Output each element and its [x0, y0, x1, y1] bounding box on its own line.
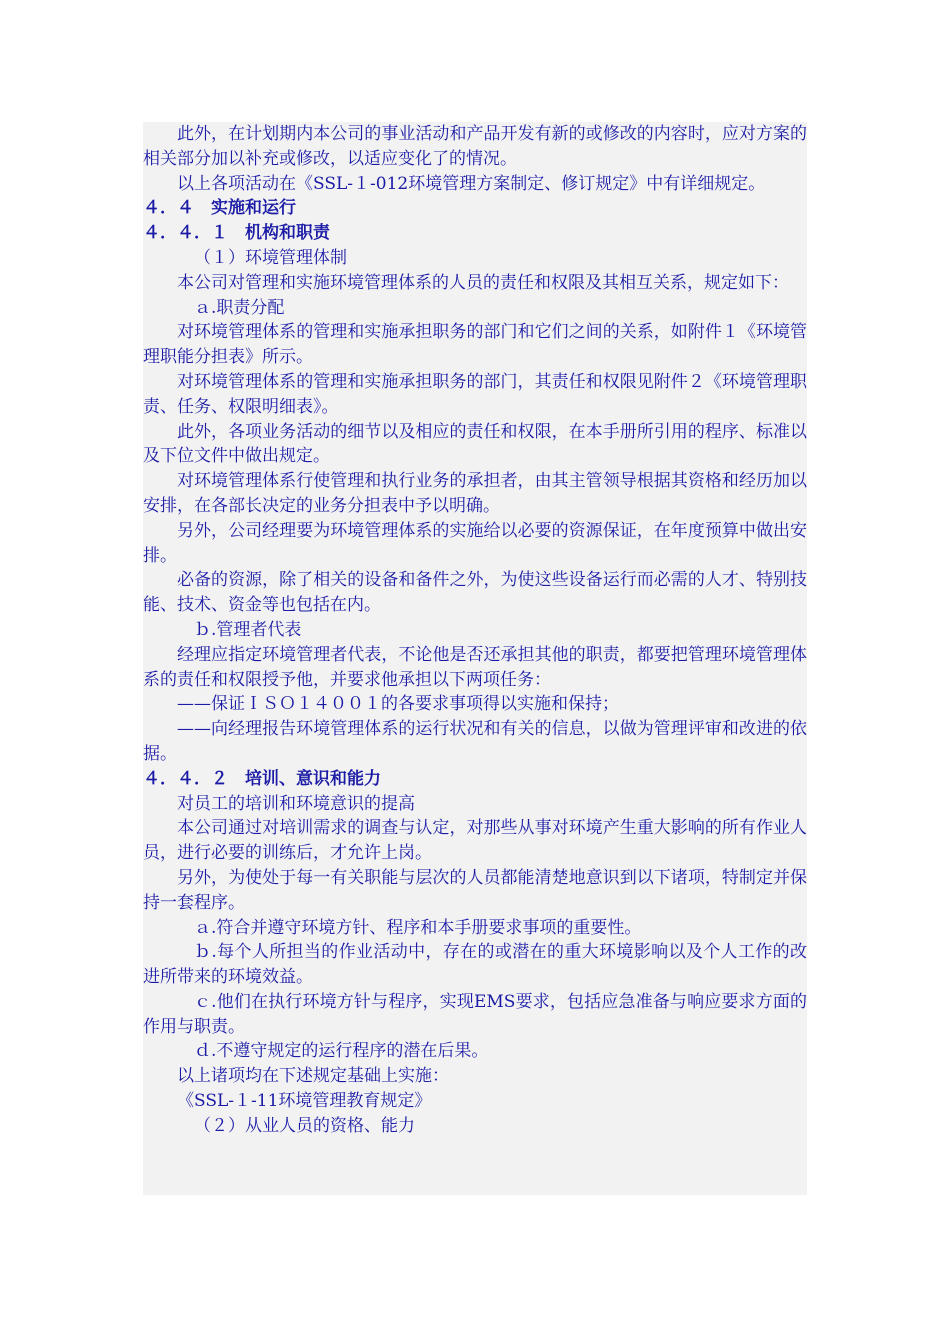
- list-item: ——向经理报告环境管理体系的运行状况和有关的信息，以做为管理评审和改进的依据。: [143, 719, 807, 764]
- subsection-label: （１）环境管理体制: [194, 247, 347, 268]
- subsection-label: （２）从业人员的资格、能力: [194, 1115, 415, 1136]
- paragraph: 《SSL-１-11环境管理教育规定》: [177, 1091, 432, 1112]
- section-heading: ４．４．１ 机构和职责: [143, 223, 330, 244]
- paragraph: 本公司对管理和实施环境管理体系的人员的责任和权限及其相互关系，规定如下：: [177, 272, 789, 293]
- list-item: ——保证ＩＳＯ１４００１的各要求事项得以实施和保持；: [177, 694, 619, 715]
- list-item: ｄ.不遵守规定的运行程序的潜在后果。: [194, 1041, 489, 1062]
- paragraph: 对员工的培训和环境意识的提高: [177, 793, 415, 814]
- list-item: ａ.符合并遵守环境方针、程序和本手册要求事项的重要性。: [194, 917, 642, 938]
- paragraph: 以上各项活动在《SSL-１-012环境管理方案制定、修订规定》中有详细规定。: [177, 173, 766, 194]
- section-heading: ４．４．２ 培训、意识和能力: [143, 768, 381, 789]
- paragraph: 对环境管理体系的管理和实施承担职务的部门，其责任和权限见附件２《环境管理职责、任务、权限明细表》。: [143, 371, 807, 417]
- subsection-label: ｂ.管理者代表: [194, 619, 302, 640]
- section-heading: ４．４ 实施和运行: [143, 198, 296, 219]
- document-body: [143, 122, 807, 1139]
- paragraph: 以上诸项均在下述规定基础上实施：: [177, 1066, 449, 1087]
- paragraph: 此外，在计划期内本公司的事业活动和产品开发有新的或修改的内容时，应对方案的相关部分加以补充或修改，以适应变化了的情况。: [143, 124, 807, 169]
- paragraph: 另外，公司经理要为环境管理体系的实施给以必要的资源保证，在年度预算中做出安排。: [143, 520, 807, 566]
- paragraph: 经理应指定环境管理者代表，不论他是否还承担其他的职责，都要把管理环境管理体系的责任和权限授予他，并要求他承担以下两项任务：: [143, 644, 807, 690]
- list-item: ｃ.他们在执行环境方针与程序，实现EMS要求，包括应急准备与响应要求方面的作用与职责。: [143, 991, 807, 1037]
- paragraph: 另外，为使处于每一有关职能与层次的人员都能清楚地意识到以下诸项，特制定并保持一套程序。: [143, 867, 807, 913]
- paragraph: 必备的资源，除了相关的设备和备件之外，为使这些设备运行而必需的人才、特别技能、技术、资金等也包括在内。: [143, 570, 807, 616]
- paragraph: 对环境管理体系行使管理和执行业务的承担者，由其主管领导根据其资格和经历加以安排，在各部长决定的业务分担表中予以明确。: [143, 471, 807, 516]
- paragraph: 本公司通过对培训需求的调查与认定，对那些从事对环境产生重大影响的所有作业人员，进行必要的训练后，才允许上岗。: [143, 818, 807, 864]
- list-item: ｂ.每个人所担当的作业活动中，存在的或潜在的重大环境影响以及个人工作的改进所带来的环境效益。: [143, 942, 807, 988]
- subsection-label: ａ.职责分配: [194, 297, 285, 318]
- paragraph: 此外，各项业务活动的细节以及相应的责任和权限，在本手册所引用的程序、标准以及下位文件中做出规定。: [143, 421, 807, 467]
- paragraph: 对环境管理体系的管理和实施承担职务的部门和它们之间的关系，如附件１《环境管理职能分担表》所示。: [143, 322, 807, 368]
